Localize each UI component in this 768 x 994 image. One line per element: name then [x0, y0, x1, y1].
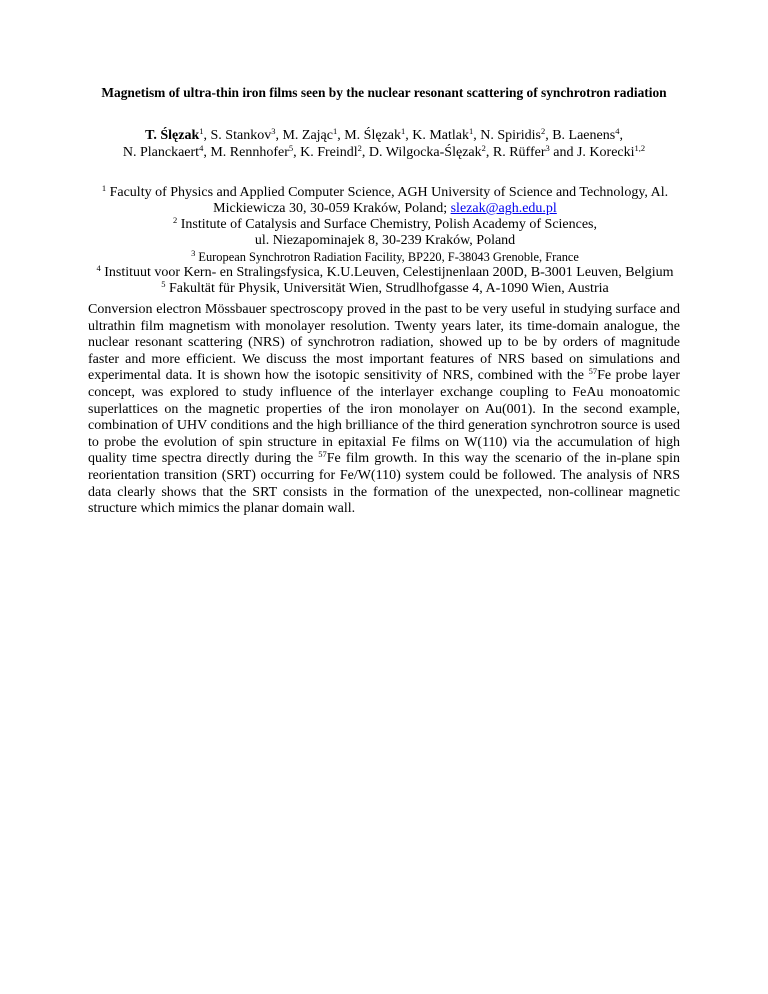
author-name: M. Rennhofer [210, 145, 289, 160]
affiliation-5 [80, 281, 690, 297]
affiliation-1-number: 1 [101, 183, 107, 193]
author-name: S. Stankov [210, 128, 272, 143]
author-name: M. Zając [282, 128, 333, 143]
author-affiliation-mark: 1,2 [634, 143, 646, 153]
author-affiliation-mark: 1 [332, 126, 338, 136]
author-affiliation-mark: 4 [199, 143, 204, 153]
author-separator: , [405, 128, 413, 143]
author-affiliation-mark: 5 [288, 143, 294, 153]
author-name: D. Wilgocka-Ślęzak [368, 145, 482, 160]
author-line-1 [60, 127, 708, 144]
author-separator: and [549, 145, 577, 160]
author-separator: , [545, 128, 553, 143]
abstract-part-2: Fe probe layer concept, was explored to study influence of the interlayer exchange coupling to FeAu monoatomic superlattices on the magnetic properties of the iron monolayer on Au(001). In the second example, combination of UHV conditions and the high brilliance of the third generation synchrotron source is used to probe the evolution of spin structure in epitaxial Fe films on W(110) via the accumulation of high quality time spectra directly during the [88, 368, 681, 467]
affiliation-5-number: 5 [161, 279, 166, 289]
author-affiliation-mark: 1 [199, 126, 204, 136]
author-line-2 [60, 144, 708, 161]
affiliation-1-text: Faculty of Physics and Applied Computer Science, AGH University of Science and Technology, Al. [109, 185, 669, 200]
author-separator: , [293, 145, 301, 160]
author-name: K. Freindl [300, 145, 358, 160]
author-separator: , [203, 145, 211, 160]
affiliation-5-text: Fakultät für Physik, Universität Wien, Strudlhofgasse 4, A-1090 Wien, Austria [169, 281, 609, 296]
affiliation-1 [80, 185, 690, 201]
author-name: N. Spiridis [480, 128, 541, 143]
affiliation-1-address: Mickiewicza 30, 30-059 Kraków, Poland; [213, 201, 448, 216]
author-separator: , [361, 145, 369, 160]
isotope-superscript-2: 57 [318, 449, 327, 460]
author-affiliation-mark: 1 [401, 126, 406, 136]
affiliation-2-address: ul. Niezapominajek 8, 30-239 Kraków, Poland [254, 233, 516, 248]
author-affiliation-mark: 2 [540, 126, 546, 136]
author-separator: , [485, 145, 493, 160]
author-affiliation-mark: 4 [615, 126, 620, 136]
author-affiliation-mark: 2 [357, 143, 362, 153]
affiliation-4-number: 4 [96, 263, 101, 273]
abstract [88, 302, 680, 518]
affiliation-2-cont [80, 233, 690, 249]
author-name: K. Matlak [412, 128, 470, 143]
affiliation-4 [80, 265, 690, 281]
author-separator: , [275, 128, 283, 143]
author-separator: , [473, 128, 481, 143]
abstract-part-3: Fe film growth. In this way the scenario of the in-plane spin reorientation transition (SRT) occurring for Fe/W(110) system could be followed. The analysis of NRS data clearly shows that the SRT consists in the formation of the unexpected, non-collinear magnetic structure which mimics the planar domain wall. [88, 451, 680, 517]
affiliation-3-text: European Synchrotron Radiation Facility, BP220, F-38043 Grenoble, France [198, 250, 579, 264]
author-name: T. Ślęzak [145, 128, 200, 143]
author-affiliation-mark: 3 [271, 126, 276, 136]
paper-title: Magnetism of ultra-thin iron films seen by the nuclear resonant scattering of synchrotron radiation [101, 85, 667, 100]
affiliation-3 [80, 249, 690, 265]
author-separator: , [203, 128, 211, 143]
email-link[interactable]: slezak@agh.edu.pl [450, 201, 557, 216]
affiliation-4-text: Instituut voor Kern- en Stralingsfysica, K.U.Leuven, Celestijnenlaan 200D, B-3001 Leuven, Belgium [104, 265, 674, 280]
affiliation-2 [80, 217, 690, 233]
affiliation-2-text: Institute of Catalysis and Surface Chemistry, Polish Academy of Sciences, [180, 217, 598, 232]
affiliation-1-cont [80, 201, 690, 217]
author-separator: , [619, 128, 623, 143]
author-name: J. Korecki [576, 145, 635, 160]
abstract-part-1: Conversion electron Mössbauer spectroscopy proved in the past to be very useful in studying surface and ultrathin film magnetism with monolayer resolution. Twenty years later, its time-domain analogue, the nuclear resonant scattering (NRS) of synchrotron radiation, showed up to be by orders of magnitude faster and more efficient. We discuss the most important features of NRS based on simulations and experimental data. It is shown how the isotopic sensitivity of NRS, combined with the [88, 302, 680, 384]
author-affiliation-mark: 3 [545, 143, 550, 153]
affiliation-3-number: 3 [191, 248, 196, 258]
author-name: R. Rüffer [492, 145, 546, 160]
author-name: M. Ślęzak [344, 128, 401, 143]
affiliations [80, 185, 690, 297]
isotope-superscript-1: 57 [588, 366, 598, 377]
author-name: N. Planckaert [122, 145, 200, 160]
author-affiliation-mark: 1 [469, 126, 474, 136]
author-separator: , [337, 128, 345, 143]
author-affiliation-mark: 2 [481, 143, 486, 153]
affiliation-2-number: 2 [172, 215, 178, 225]
author-list [60, 127, 708, 161]
author-name: B. Laenens [552, 128, 616, 143]
